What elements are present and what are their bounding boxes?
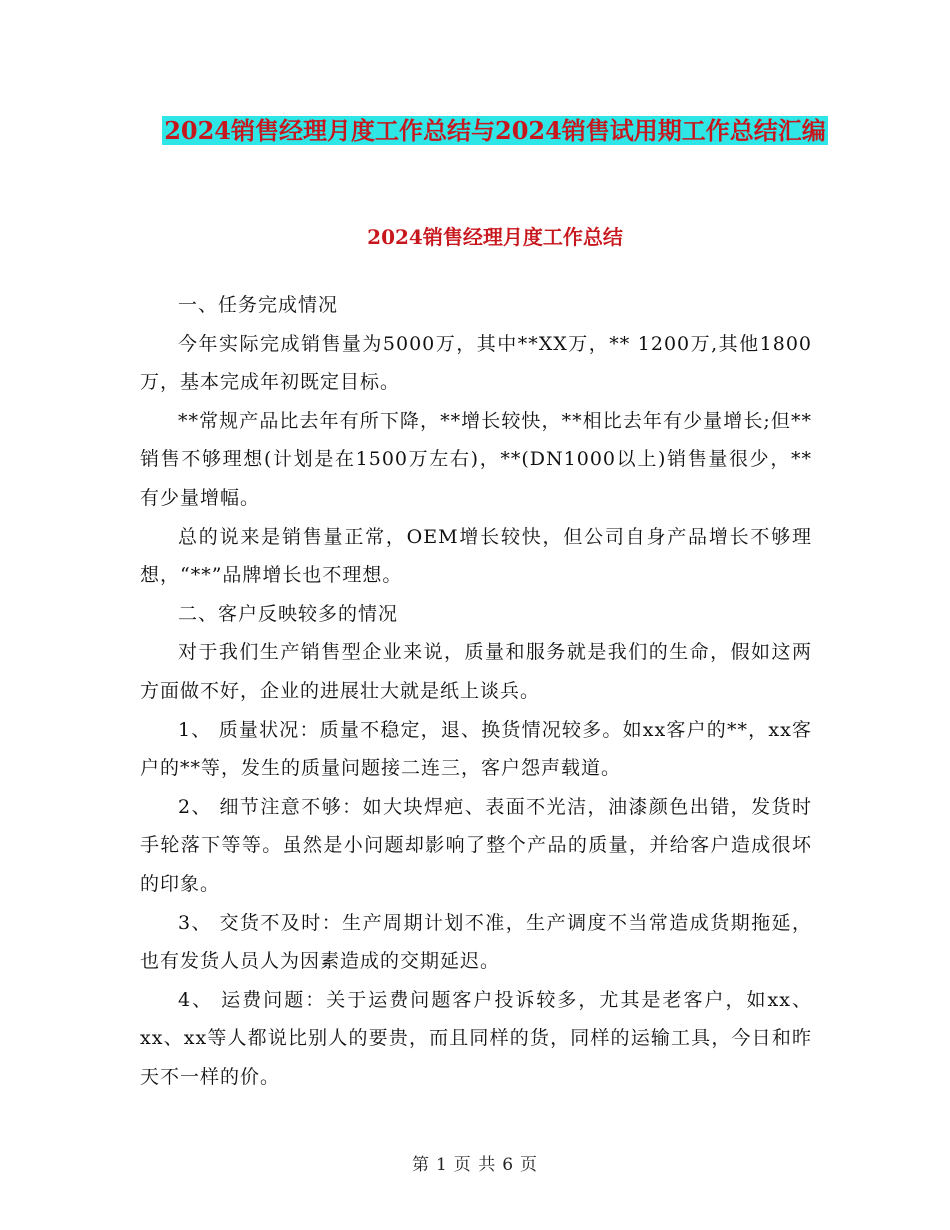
footer-suffix: 页 (520, 1155, 539, 1175)
section-heading: 二、客户反映较多的情况 (178, 602, 399, 625)
document-title (140, 108, 850, 154)
footer-middle: 页 共 (453, 1155, 497, 1175)
section-title: 2024销售经理月度工作总结 (367, 225, 623, 249)
list-item: 1、 质量状况：质量不稳定，退、换货情况较多。如xx客户的**，xx客户的**等，发生的质量问题接二连三，客户怨声载道。 (140, 718, 812, 780)
paragraph: 对于我们生产销售型企业来说，质量和服务就是我们的生命，假如这两方面做不好，企业的进展壮大就是纸上谈兵。 (140, 641, 812, 702)
footer-prefix: 第 (411, 1155, 430, 1175)
paragraph: 今年实际完成销售量为5000万，其中**XX万，** 1200万,其他1800万，基本完成年初既定目标。 (140, 332, 812, 394)
page-number: 1 (435, 1155, 448, 1175)
total-pages: 6 (502, 1155, 515, 1175)
list-item: 3、 交货不及时：生产周期计划不准，生产调度不当常造成货期拖延，也有发货人员人为因素造成的交期延迟。 (140, 911, 812, 973)
section-heading: 一、任务完成情况 (178, 294, 339, 316)
list-item: 2、 细节注意不够：如大块焊疤、表面不光洁，油漆颜色出错，发货时手轮落下等等。虽然是小问题却影响了整个产品的质量，并给客户造成很坏的印象。 (140, 795, 812, 895)
title-highlight: 2024销售经理月度工作总结与2024销售试用期工作总结汇编 (164, 116, 826, 145)
document-body (140, 286, 812, 1096)
list-item: 4、 运费问题：关于运费问题客户投诉较多，尤其是老客户，如xx、xx、xx等人都说比别人的要贵，而且同样的货，同样的运输工具，今日和昨天不一样的价。 (140, 988, 812, 1088)
paragraph: **常规产品比去年有所下降，**增长较快，**相比去年有少量增长;但**销售不够理想(计划是在1500万左右)，**(DN1000以上)销售量很少，**有少量增幅。 (140, 409, 812, 509)
page-footer (0, 1150, 950, 1175)
paragraph: 总的说来是销售量正常，OEM增长较快，但公司自身产品增长不够理想，“**”品牌增长也不理想。 (140, 525, 812, 587)
